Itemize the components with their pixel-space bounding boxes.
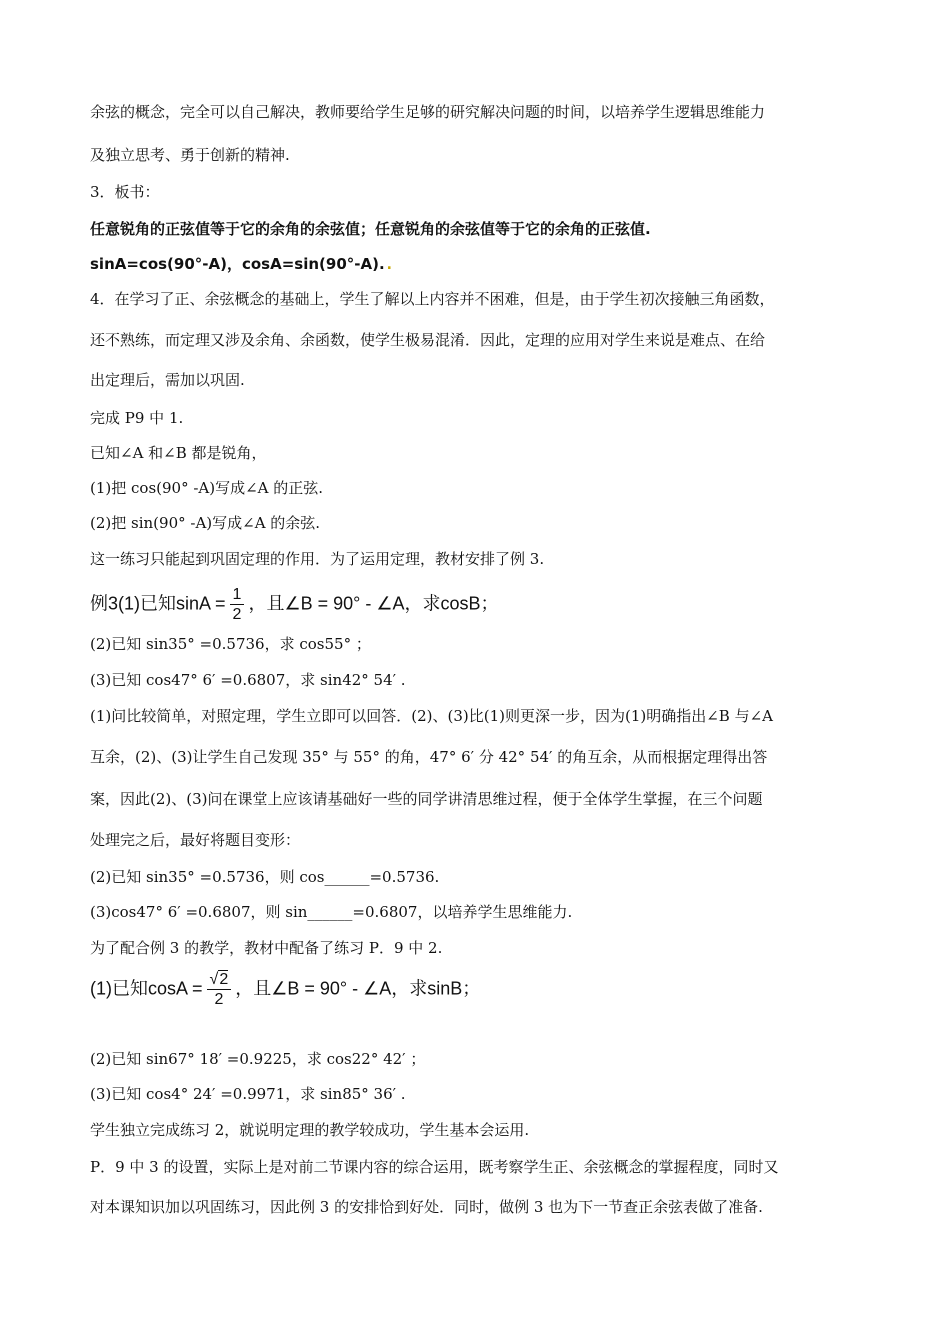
exercise-line: (3)cos47° 6′ =0.6807，则 sin______=0.6807，以培养学生思维能力. — [90, 903, 573, 921]
exercise-line: 已知∠A 和∠B 都是锐角， — [90, 444, 267, 462]
exercise-line: (2)把 sin(90° -A)写成∠A 的余弦. — [90, 514, 321, 532]
stray-mark: . — [386, 257, 392, 273]
eq-text-pre: 例3(1)已知sinA = — [90, 593, 226, 614]
fraction-numerator: 1 — [232, 586, 242, 603]
fraction-denominator: 2 — [207, 989, 232, 1009]
paragraph-line: 这一练习只能起到巩固定理的作用．为了运用定理，教材安排了例 3. — [90, 550, 545, 568]
exercise-line: (2)已知 sin35° =0.5736，求 cos55° ； — [90, 635, 371, 653]
exercise-line: (2)已知 sin67° 18′ =0.9225，求 cos22° 42′ ； — [90, 1050, 426, 1068]
exercise-line: (2)已知 sin35° =0.5736，则 cos______=0.5736. — [90, 868, 440, 886]
paragraph-line: P．9 中 3 的设置，实际上是对前二节课内容的综合运用，既考察学生正、余弦概念的掌握程度，同时又 — [90, 1158, 779, 1176]
theorem-formula — [90, 254, 392, 275]
paragraph-line: 为了配合例 3 的教学，教材中配备了练习 P．9 中 2. — [90, 939, 443, 957]
paragraph-line: 及独立思考、勇于创新的精神. — [90, 146, 290, 164]
paragraph-line: 余弦的概念，完全可以自己解决，教师要给学生足够的研究解决问题的时间，以培养学生逻辑思维能力 — [90, 103, 766, 121]
example-3-equation — [90, 585, 498, 624]
eq-text-pre: (1)已知cosA = — [90, 978, 203, 999]
paragraph-line: 互余，(2)、(3)让学生自己发现 35° 与 55° 的角，47° 6′ 分 42° 54′ 的角互余，从而根据定理得出答 — [90, 748, 768, 766]
theorem-statement: 任意锐角的正弦值等于它的余角的余弦值；任意锐角的余弦值等于它的余角的正弦值. — [90, 220, 651, 238]
fraction-one-half — [230, 585, 245, 624]
fraction-root2-over-2 — [207, 970, 232, 1009]
exercise-line: (1)把 cos(90° -A)写成∠A 的正弦. — [90, 479, 324, 497]
eq-text-post: ，且∠B = 90° - ∠A，求sinB； — [235, 978, 481, 999]
exercise-line: (3)已知 cos4° 24′ =0.9971，求 sin85° 36′ . — [90, 1085, 406, 1103]
fraction-numerator: √2 — [209, 971, 229, 988]
eq-text-post: ，且∠B = 90° - ∠A，求cosB； — [248, 593, 499, 614]
section-heading: 3．板书： — [90, 183, 160, 201]
paragraph-line: 对本课知识加以巩固练习，因此例 3 的安排恰到好处．同时，做例 3 也为下一节查正余弦表做了准备. — [90, 1198, 763, 1216]
exercise-label: 完成 P9 中 1. — [90, 409, 184, 427]
paragraph-line: 出定理后，需加以巩固. — [90, 371, 245, 389]
paragraph-line: 处理完之后，最好将题目变形： — [90, 831, 301, 849]
paragraph-line: 还不熟练，而定理又涉及余角、余函数，使学生极易混淆．因此，定理的应用对学生来说是难点、在给 — [90, 331, 766, 349]
paragraph-line: 案，因此(2)、(3)问在课堂上应该请基础好一些的同学讲清思维过程，便于全体学生掌握，在三个问题 — [90, 790, 763, 808]
fraction-denominator: 2 — [230, 604, 245, 624]
exercise-line: (3)已知 cos47° 6′ =0.6807，求 sin42° 54′ . — [90, 671, 406, 689]
paragraph-line: 4．在学习了正、余弦概念的基础上，学生了解以上内容并不困难，但是，由于学生初次接触三角函数， — [90, 290, 775, 308]
paragraph-line: (1)问比较简单，对照定理，学生立即可以回答．(2)、(3)比(1)则更深一步，因为(1)明确指出∠B 与∠A — [90, 707, 774, 725]
formula-text: sinA=cos(90°-A)，cosA=sin(90°-A). — [90, 255, 385, 273]
practice-2-equation — [90, 970, 480, 1009]
sqrt-radicand: 2 — [219, 971, 229, 988]
paragraph-line: 学生独立完成练习 2，就说明定理的教学较成功，学生基本会运用. — [90, 1121, 530, 1139]
